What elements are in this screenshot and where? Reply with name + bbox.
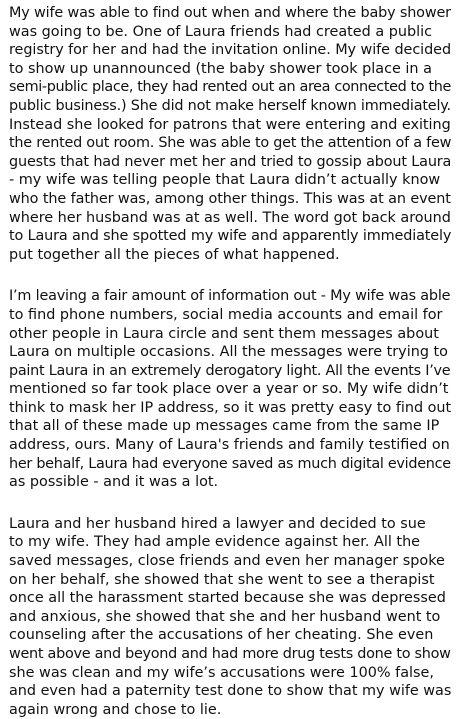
- text-line: to Laura and she spotted my wife and apparently immediately: [9, 228, 452, 245]
- text-line: and anxious, she showed that she and her husband went to: [9, 608, 441, 625]
- text-line: she was clean and my wife’s accusations were 100% false,: [9, 664, 434, 681]
- text-line: once all the harassment started because she was depressed: [9, 590, 446, 607]
- text-line: guests that had never met her and tried to gossip about Laura: [9, 153, 452, 170]
- text-line: Laura on multiple occasions. All the messages were trying to: [9, 344, 448, 361]
- text-line: think to mask her IP address, so it was pretty easy to find out: [9, 399, 452, 416]
- text-line: other people in Laura circle and sent them messages about: [9, 325, 439, 342]
- text-line: who the father was, among other things. This was at an event: [9, 190, 451, 207]
- text-line: counseling after the accusations of her cheating. She even: [9, 627, 434, 644]
- text-line: that all of these made up messages came from the same IP: [9, 418, 440, 435]
- text-line: Instead she looked for patrons that were entering and exiting: [9, 116, 451, 133]
- paragraph-1: [9, 4, 451, 264]
- text-line: My wife was able to find out when and where the baby shower: [9, 5, 451, 21]
- paragraph-3: [9, 515, 451, 719]
- text-line: the rented out room. She was able to get the attention of a few: [9, 135, 452, 152]
- text-line: put together all the pieces of what happened.: [9, 246, 340, 263]
- text-line: - my wife was telling people that Laura didn’t actually know: [9, 172, 441, 189]
- text-line: to find phone numbers, social media accounts and email for: [9, 306, 443, 323]
- text-line: went above and beyond and had more drug tests done to show: [9, 646, 451, 662]
- text-line: on her behalf, she showed that she went to see a therapist: [9, 571, 435, 588]
- text-line: semi-public place, they had rented out an area connected to the: [9, 79, 451, 96]
- paragraph-2: [9, 287, 451, 492]
- text-line: I’m leaving a fair amount of information out - My wife was able: [9, 288, 451, 305]
- text-line: mentioned so far took place over a year or so. My wife didn’t: [9, 381, 449, 398]
- text-line: where her husband was at as well. The word got back around: [9, 209, 451, 226]
- text-line: to my wife. They had ample evidence against her. All the: [9, 534, 421, 551]
- text-line: was going to be. One of Laura friends had created a public: [9, 23, 433, 40]
- text-line: registry for her and had the invitation online. My wife decided: [9, 42, 452, 59]
- text-line: Laura and her husband hired a lawyer and decided to sue: [9, 515, 426, 532]
- text-line: address, ours. Many of Laura's friends and family testified on: [9, 437, 450, 454]
- text-line: again wrong and chose to lie.: [9, 701, 222, 718]
- text-line: her behalf, Laura had everyone saved as much digital evidence: [9, 455, 451, 472]
- text-line: to show up unannounced (the baby shower took place in a: [9, 60, 432, 77]
- text-line: saved messages, close friends and even her manager spoke: [9, 553, 445, 570]
- text-line: paint Laura in an extremely derogatory light. All the events I’ve: [9, 362, 451, 379]
- text-line: and even had a paternity test done to show that my wife was: [9, 683, 452, 700]
- text-line: public business.) She did not make herself known immediately.: [9, 97, 451, 114]
- text-line: as possible - and it was a lot.: [9, 474, 219, 491]
